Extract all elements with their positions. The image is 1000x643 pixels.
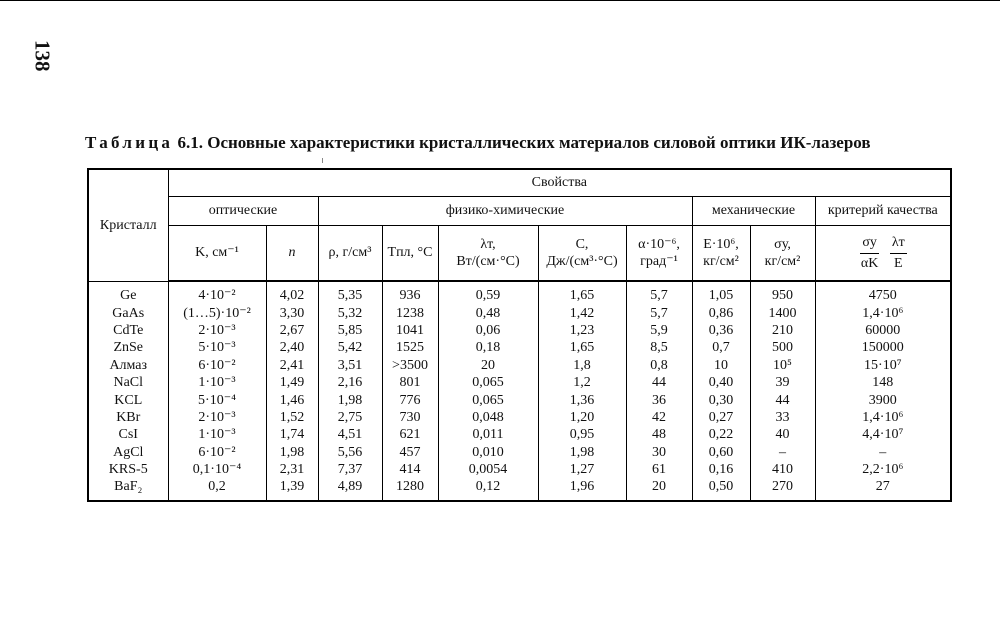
cell-refractive-n: 1,46: [266, 391, 318, 408]
cell-crystal: KRS-5: [88, 461, 168, 478]
quality-fraction-2: [890, 234, 907, 271]
cell-refractive-n: 2,67: [266, 322, 318, 339]
cell-thermal-expansion: 20: [626, 478, 692, 500]
cell-young-modulus: 1,05: [692, 281, 750, 304]
quality-num-1: σу: [860, 234, 879, 253]
cell-quality-criterion: 4,4·10⁷: [815, 426, 951, 443]
cell-thermal-expansion: 5,7: [626, 304, 692, 321]
cell-thermal-conductivity: 20: [438, 357, 538, 374]
table-row: [88, 339, 951, 356]
cell-quality-criterion: 148: [815, 374, 951, 391]
cell-refractive-n: 3,30: [266, 304, 318, 321]
cell-heat-capacity: 1,8: [538, 357, 626, 374]
cell-young-modulus: 0,60: [692, 444, 750, 461]
cell-young-modulus: 0,86: [692, 304, 750, 321]
cell-thermal-conductivity: 0,18: [438, 339, 538, 356]
table-row: [88, 357, 951, 374]
cell-heat-capacity: 1,27: [538, 461, 626, 478]
cell-yield-strength: 40: [750, 426, 815, 443]
cell-yield-strength: 270: [750, 478, 815, 500]
cell-thermal-expansion: 0,8: [626, 357, 692, 374]
cell-density: 2,16: [318, 374, 382, 391]
col-thermal-expansion: [626, 226, 692, 282]
cell-melting-point: 1280: [382, 478, 438, 500]
cell-absorption-k: 5·10⁻³: [168, 339, 266, 356]
cell-absorption-k: 0,2: [168, 478, 266, 500]
cell-heat-capacity: 1,65: [538, 339, 626, 356]
cell-quality-criterion: 150000: [815, 339, 951, 356]
cell-thermal-conductivity: 0,59: [438, 281, 538, 304]
cell-young-modulus: 0,22: [692, 426, 750, 443]
cell-density: 7,37: [318, 461, 382, 478]
table-row: [88, 426, 951, 443]
cell-absorption-k: 5·10⁻⁴: [168, 391, 266, 408]
cell-thermal-conductivity: 0,06: [438, 322, 538, 339]
cell-thermal-conductivity: 0,011: [438, 426, 538, 443]
quality-den-1: αK: [860, 255, 879, 271]
col-sigma-top: σу,: [774, 236, 791, 252]
cell-crystal: KBr: [88, 409, 168, 426]
cell-density: 2,75: [318, 409, 382, 426]
cell-thermal-expansion: 5,9: [626, 322, 692, 339]
cell-refractive-n: 1,74: [266, 426, 318, 443]
col-e-top: E·10⁶,: [703, 236, 739, 252]
cell-crystal: CdTe: [88, 322, 168, 339]
cell-refractive-n: 2,31: [266, 461, 318, 478]
cell-thermal-expansion: 42: [626, 409, 692, 426]
cell-thermal-conductivity: 0,0054: [438, 461, 538, 478]
cell-melting-point: 936: [382, 281, 438, 304]
cell-melting-point: 414: [382, 461, 438, 478]
cell-crystal: GaAs: [88, 304, 168, 321]
cell-crystal: Ge: [88, 281, 168, 304]
col-c-top: C,: [575, 236, 589, 252]
group-mechanical: механические: [692, 197, 815, 226]
cell-thermal-conductivity: 0,12: [438, 478, 538, 500]
cell-crystal: Алмаз: [88, 357, 168, 374]
header-crystal: Кристалл: [88, 169, 168, 281]
cell-melting-point: 776: [382, 391, 438, 408]
cell-density: 4,89: [318, 478, 382, 500]
cell-yield-strength: 39: [750, 374, 815, 391]
cell-crystal: NaCl: [88, 374, 168, 391]
cell-thermal-conductivity: 0,010: [438, 444, 538, 461]
cell-young-modulus: 0,50: [692, 478, 750, 500]
cell-crystal: AgCl: [88, 444, 168, 461]
col-heat-capacity: [538, 226, 626, 282]
cell-quality-criterion: 1,4·10⁶: [815, 304, 951, 321]
cell-quality-criterion: 27: [815, 478, 951, 500]
col-alpha-unit: град⁻¹: [640, 254, 678, 269]
col-thermal-conductivity: [438, 226, 538, 282]
col-yield-strength: [750, 226, 815, 282]
cell-density: 3,51: [318, 357, 382, 374]
quality-fraction-1: [859, 234, 880, 271]
cell-young-modulus: 0,16: [692, 461, 750, 478]
cell-heat-capacity: 0,95: [538, 426, 626, 443]
table-row: [88, 281, 951, 304]
col-lambda-top: λт,: [480, 236, 496, 252]
cell-crystal: CsI: [88, 426, 168, 443]
col-e-unit: кг/см²: [703, 254, 739, 269]
cell-melting-point: 1238: [382, 304, 438, 321]
col-c-unit: Дж/(см³·°C): [546, 254, 618, 269]
col-quality-criterion: [815, 226, 951, 282]
cell-heat-capacity: 1,65: [538, 281, 626, 304]
cell-yield-strength: 210: [750, 322, 815, 339]
cell-thermal-expansion: 30: [626, 444, 692, 461]
cell-density: 5,35: [318, 281, 382, 304]
table-body: [88, 281, 951, 501]
group-optical: оптические: [168, 197, 318, 226]
table-row: [88, 304, 951, 321]
cell-density: 5,56: [318, 444, 382, 461]
table-row: [88, 409, 951, 426]
cell-young-modulus: 10: [692, 357, 750, 374]
cell-thermal-expansion: 48: [626, 426, 692, 443]
cell-thermal-expansion: 36: [626, 391, 692, 408]
caption-number: 6.1.: [177, 133, 203, 152]
header-properties: Свойства: [168, 169, 951, 197]
cell-thermal-conductivity: 0,065: [438, 374, 538, 391]
cell-density: 5,42: [318, 339, 382, 356]
table-row: [88, 391, 951, 408]
cell-refractive-n: 2,41: [266, 357, 318, 374]
cell-young-modulus: 0,7: [692, 339, 750, 356]
quality-den-2: E: [894, 255, 903, 271]
page-number: 138: [30, 40, 55, 72]
cell-absorption-k: (1…5)·10⁻²: [168, 304, 266, 321]
cell-quality-criterion: 15·10⁷: [815, 357, 951, 374]
cell-melting-point: 621: [382, 426, 438, 443]
cell-young-modulus: 0,40: [692, 374, 750, 391]
cell-heat-capacity: 1,98: [538, 444, 626, 461]
cell-thermal-expansion: 44: [626, 374, 692, 391]
cell-heat-capacity: 1,36: [538, 391, 626, 408]
cell-quality-criterion: –: [815, 444, 951, 461]
cell-refractive-n: 1,52: [266, 409, 318, 426]
cell-yield-strength: 10⁵: [750, 357, 815, 374]
cell-yield-strength: 950: [750, 281, 815, 304]
cell-heat-capacity: 1,23: [538, 322, 626, 339]
cell-quality-criterion: 1,4·10⁶: [815, 409, 951, 426]
cell-absorption-k: 6·10⁻²: [168, 444, 266, 461]
cell-density: 4,51: [318, 426, 382, 443]
cell-young-modulus: 0,36: [692, 322, 750, 339]
caption-title: Основные характеристики кристаллических материалов силовой оптики ИК-лазеров: [207, 133, 871, 152]
cell-absorption-k: 0,1·10⁻⁴: [168, 461, 266, 478]
cell-heat-capacity: 1,20: [538, 409, 626, 426]
cell-yield-strength: –: [750, 444, 815, 461]
cell-melting-point: 801: [382, 374, 438, 391]
cell-melting-point: >3500: [382, 357, 438, 374]
col-density: ρ, г/см³: [318, 226, 382, 282]
cell-melting-point: 457: [382, 444, 438, 461]
cell-melting-point: 730: [382, 409, 438, 426]
table-row: [88, 478, 951, 500]
cell-absorption-k: 2·10⁻³: [168, 322, 266, 339]
col-alpha-top: α·10⁻⁶,: [638, 236, 680, 252]
col-absorption-k: K, см⁻¹: [168, 226, 266, 282]
cell-absorption-k: 6·10⁻²: [168, 357, 266, 374]
caption-lead: Таблица: [85, 133, 174, 152]
cell-heat-capacity: 1,2: [538, 374, 626, 391]
col-refractive-n: n: [266, 226, 318, 282]
cell-refractive-n: 1,98: [266, 444, 318, 461]
table-row: [88, 322, 951, 339]
cell-young-modulus: 0,30: [692, 391, 750, 408]
cell-yield-strength: 33: [750, 409, 815, 426]
cell-quality-criterion: 4750: [815, 281, 951, 304]
cell-absorption-k: 2·10⁻³: [168, 409, 266, 426]
scan-mark: [322, 158, 323, 163]
cell-crystal: KCL: [88, 391, 168, 408]
cell-heat-capacity: 1,42: [538, 304, 626, 321]
table-row: [88, 444, 951, 461]
cell-quality-criterion: 60000: [815, 322, 951, 339]
cell-melting-point: 1041: [382, 322, 438, 339]
cell-density: 5,32: [318, 304, 382, 321]
cell-thermal-expansion: 61: [626, 461, 692, 478]
cell-quality-criterion: 2,2·10⁶: [815, 461, 951, 478]
col-melting-point: Tпл, °C: [382, 226, 438, 282]
quality-num-2: λт: [890, 234, 907, 253]
table-caption: [85, 131, 965, 155]
cell-thermal-expansion: 8,5: [626, 339, 692, 356]
col-young-modulus: [692, 226, 750, 282]
cell-absorption-k: 1·10⁻³: [168, 374, 266, 391]
cell-crystal: BaF₂: [88, 478, 168, 500]
cell-density: 1,98: [318, 391, 382, 408]
group-physchem: физико-химические: [318, 197, 692, 226]
cell-refractive-n: 4,02: [266, 281, 318, 304]
cell-density: 5,85: [318, 322, 382, 339]
cell-heat-capacity: 1,96: [538, 478, 626, 500]
cell-melting-point: 1525: [382, 339, 438, 356]
group-quality: критерий качества: [815, 197, 951, 226]
cell-crystal: ZnSe: [88, 339, 168, 356]
col-lambda-unit: Вт/(см·°C): [456, 254, 520, 269]
cell-yield-strength: 410: [750, 461, 815, 478]
cell-yield-strength: 1400: [750, 304, 815, 321]
cell-absorption-k: 4·10⁻²: [168, 281, 266, 304]
cell-refractive-n: 1,49: [266, 374, 318, 391]
cell-thermal-conductivity: 0,048: [438, 409, 538, 426]
table-row: [88, 461, 951, 478]
cell-yield-strength: 500: [750, 339, 815, 356]
page-top-border: [0, 0, 1000, 1]
cell-quality-criterion: 3900: [815, 391, 951, 408]
cell-young-modulus: 0,27: [692, 409, 750, 426]
cell-absorption-k: 1·10⁻³: [168, 426, 266, 443]
cell-yield-strength: 44: [750, 391, 815, 408]
col-sigma-unit: кг/см²: [764, 254, 801, 269]
crystal-properties-table: [87, 168, 952, 502]
cell-refractive-n: 2,40: [266, 339, 318, 356]
table-row: [88, 374, 951, 391]
cell-thermal-conductivity: 0,065: [438, 391, 538, 408]
cell-thermal-conductivity: 0,48: [438, 304, 538, 321]
cell-thermal-expansion: 5,7: [626, 281, 692, 304]
cell-refractive-n: 1,39: [266, 478, 318, 500]
